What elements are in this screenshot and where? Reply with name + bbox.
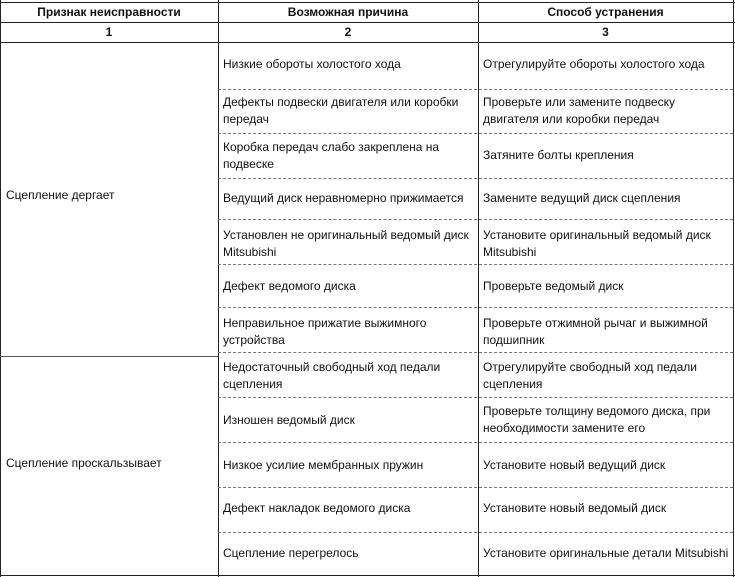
header-remedy: Способ устранения [547,5,664,19]
table-left-border [0,0,1,577]
cause-cell: Ведущий диск неравномерно прижимается [223,191,464,205]
column-divider-1 [218,0,219,577]
table-bottom-border [0,575,735,576]
row-divider [218,219,733,220]
row-divider [218,532,733,533]
remedy-cell: Проверьте или замените подвеску двигателя или коробки передач [483,95,675,126]
remedy-cell: Проверьте ведомый диск [483,279,624,293]
remedy-cell: Отрегулируйте обороты холостого хода [483,57,705,71]
symptom-slips: Сцепление проскальзывает [6,456,162,470]
table-right-border [733,0,734,577]
remedy-cell: Установите новый ведущий диск [483,458,666,472]
row-divider [218,442,733,443]
cause-cell: Дефекты подвески двигателя или коробки передач [223,95,459,126]
row-divider [218,89,733,90]
row-divider [218,307,733,308]
remedy-cell: Проверьте отжимной рычаг и выжимной подшипник [483,316,708,347]
header-symptom: Признак неисправности [37,5,181,19]
cause-cell: Неправильное прижатие выжимного устройства [223,316,427,347]
cause-cell: Изношен ведомый диск [223,413,355,427]
number-row-divider [0,42,735,43]
cause-cell: Установлен не оригинальный ведомый диск Mitsubishi [223,228,469,259]
cause-cell: Дефект ведомого диска [223,279,356,293]
row-divider [218,133,733,134]
cause-cell: Коробка передач слабо закреплена на подвеске [223,140,440,171]
remedy-cell: Затяните болты крепления [483,148,634,162]
row-divider [218,352,733,353]
symptom-jerks: Сцепление дергает [6,188,115,202]
cause-cell: Низкое усилие мембранных пружин [223,458,424,472]
remedy-cell: Проверьте толщину ведомого диска, при необходимости замените его [483,404,711,435]
cause-cell: Сцепление перегрелось [223,546,359,560]
cause-cell: Недостаточный свободный ход педали сцепления [223,360,441,391]
column-number-1: 1 [105,25,113,39]
table-top-border [0,2,735,3]
column-number-2: 2 [344,25,352,39]
cause-cell: Низкие обороты холостого хода [223,57,401,71]
remedy-cell: Установите оригинальный ведомый диск Mitsubishi [483,228,711,259]
row-divider [218,487,733,488]
remedy-cell: Установите новый ведомый диск [483,501,667,515]
remedy-cell: Отрегулируйте свободный ход педали сцепления [483,360,697,391]
symptom-divider [0,356,218,357]
column-number-3: 3 [602,25,609,39]
row-divider [218,264,733,265]
row-divider [218,397,733,398]
remedy-cell: Замените ведущий диск сцепления [483,191,681,205]
cause-cell: Дефект накладок ведомого диска [223,501,411,515]
remedy-cell: Установите оригинальные детали Mitsubishi [483,546,729,560]
row-divider [218,178,733,179]
header-cause: Возможная причина [287,5,409,19]
column-divider-2 [478,0,479,577]
header-divider [0,22,735,23]
